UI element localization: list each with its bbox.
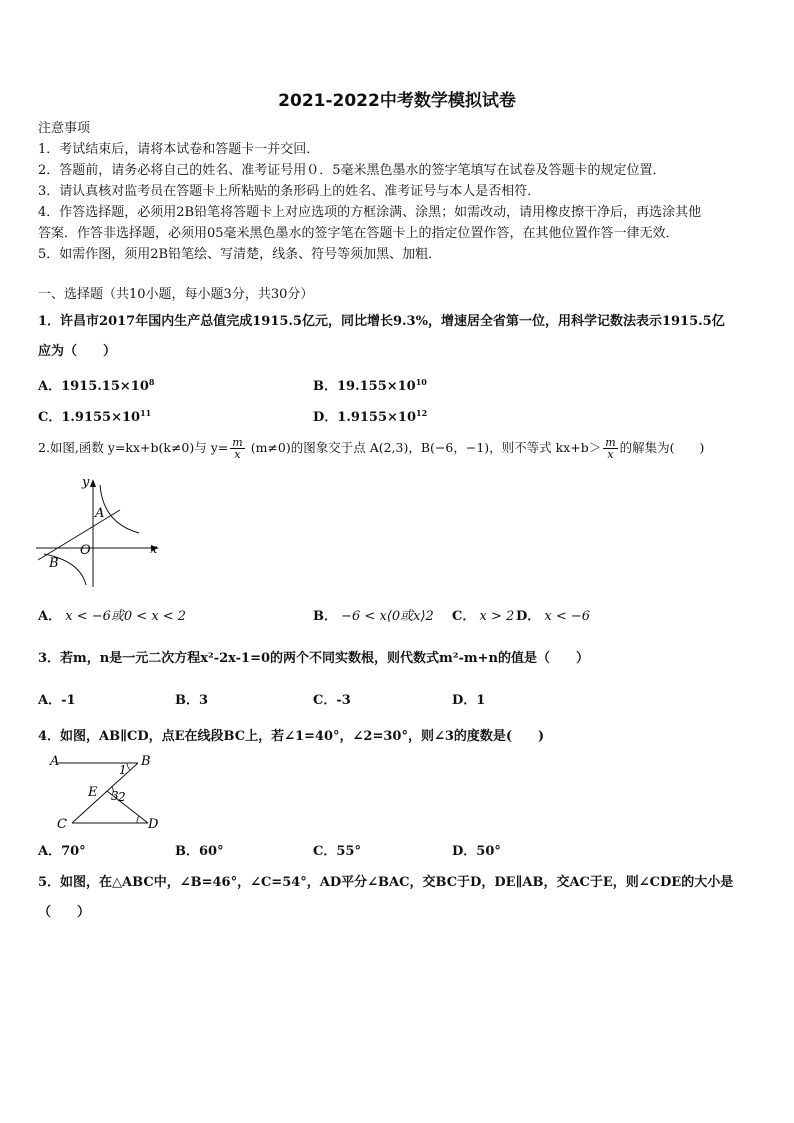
q2-option-b: B． −6 < x⟨0或x⟩2 (313, 609, 434, 624)
notice-item-5: 5．如需作图，须用2B铅笔绘、写清楚，线条、符号等须加黑、加粗． (38, 247, 442, 262)
q2-text-2: (m≠0)的图象交于点 A(2,3)，B(−6，−1)，则不等式 kx+b＞ (246, 440, 602, 455)
q2-hyperbola-upper (100, 485, 139, 533)
q5-stem: 5．如图，在△ABC中，∠B=46°，∠C=54°，AD平分∠BAC，交BC于D，DE∥AB，交AC于E，则∠CDE的大小是 (38, 875, 734, 890)
q1-stem-cont: 应为（ ） (38, 344, 117, 359)
q2-option-a: A． x < −6或0 < x < 2 (38, 609, 187, 624)
q1-stem: 1．许昌市2017年国内生产总值完成1915.5亿元，同比增长9.3%，增速居全省第一位，用科学记数法表示1915.5亿 (38, 314, 725, 329)
q2-text-3: 的解集为( ) (619, 440, 705, 455)
q2-fraction-2: $\frac{m}{x}$ (605, 436, 616, 461)
q2-fraction-1: $\frac{m}{x}$ (232, 436, 243, 461)
q4-label-c: C (57, 817, 67, 832)
q2-option-d: D． x < −6 (516, 609, 591, 624)
q4-angle-2-arc (137, 816, 139, 823)
q2-figure (36, 475, 166, 590)
q3-option-d: D．1 (452, 693, 486, 708)
q3-stem: 3．若m，n是一元二次方程x²-2x-1=0的两个不同实数根，则代数式m²-m+n的值是（ ） (38, 651, 589, 666)
q4-option-a: A．70° (38, 844, 86, 859)
q2-label-y: y (82, 475, 90, 490)
q4-label-e: E (88, 785, 98, 800)
page-title: 2021-2022中考数学模拟试卷 (278, 91, 516, 111)
q4-label-angle-2: 2 (118, 790, 126, 804)
q4-label-angle-3: 3 (111, 789, 119, 803)
notice-item-2: 2．答题前，请务必将自己的姓名、准考证号用０．5毫米黑色墨水的签字笔填写在试卷及答题卡的规定位置． (38, 163, 666, 178)
notice-item-4-cont: 答案．作答非选择题，必须用05毫米黑色墨水的签字笔在答题卡上的指定位置作答，在其他位置作答一律无效． (38, 226, 679, 241)
q4-stem: 4．如图，AB∥CD，点E在线段BC上，若∠1=40°，∠2=30°，则∠3的度数是( ) (38, 729, 545, 744)
notice-item-1: 1．考试结束后，请将本试卷和答题卡一并交回． (38, 142, 320, 157)
q2-label-origin: O (80, 543, 91, 558)
q3-option-b: B．3 (175, 693, 209, 708)
section-heading: 一、选择题（共10小题，每小题3分，共30分） (38, 287, 314, 302)
q3-option-c: C．-3 (313, 693, 351, 708)
q1-option-d: D．$1.9155\times 10^{12}$ (313, 408, 428, 425)
notice-item-3: 3．请认真核对监考员在答题卡上所粘贴的条形码上的姓名、准考证号与本人是否相符． (38, 184, 541, 199)
q2-label-a: A (95, 506, 105, 521)
q4-option-b: B．60° (175, 844, 224, 859)
q2-text-1: 2.如图,函数 y=kx+b(k≠0)与 y= (38, 440, 229, 455)
q4-line-bc (72, 763, 138, 823)
q4-label-b: B (141, 754, 151, 769)
q4-figure (38, 751, 168, 833)
q2-line (38, 510, 120, 560)
q1-option-b: B．$19.155\times 10^{10}$ (313, 377, 427, 394)
q3-option-a: A．-1 (38, 693, 76, 708)
q5-stem-cont: （ ） (38, 905, 91, 920)
notice-heading: 注意事项 (38, 121, 91, 136)
q2-option-c: C． x > 2 (452, 609, 515, 624)
q2-y-arrow (90, 479, 96, 487)
notice-item-4: 4．作答选择题，必须用2B铅笔将答题卡上对应选项的方框涂满、涂黑；如需改动，请用橡皮擦干净后，再选涂其他 (38, 205, 702, 220)
q4-angle-1-arc (127, 763, 130, 770)
q4-option-d: D．50° (452, 844, 501, 859)
q2-label-x: x (150, 542, 158, 557)
q4-option-c: C．55° (313, 844, 361, 859)
q2-label-b: B (49, 556, 59, 571)
q2-stem (38, 437, 704, 460)
q4-label-angle-1: 1 (119, 763, 127, 777)
q4-label-d: D (148, 817, 159, 832)
q4-label-a: A (50, 754, 60, 769)
q1-option-a: A．$1915.15\times 10^8$ (38, 377, 155, 394)
q1-option-c: C．$1.9155\times 10^{11}$ (38, 408, 152, 425)
